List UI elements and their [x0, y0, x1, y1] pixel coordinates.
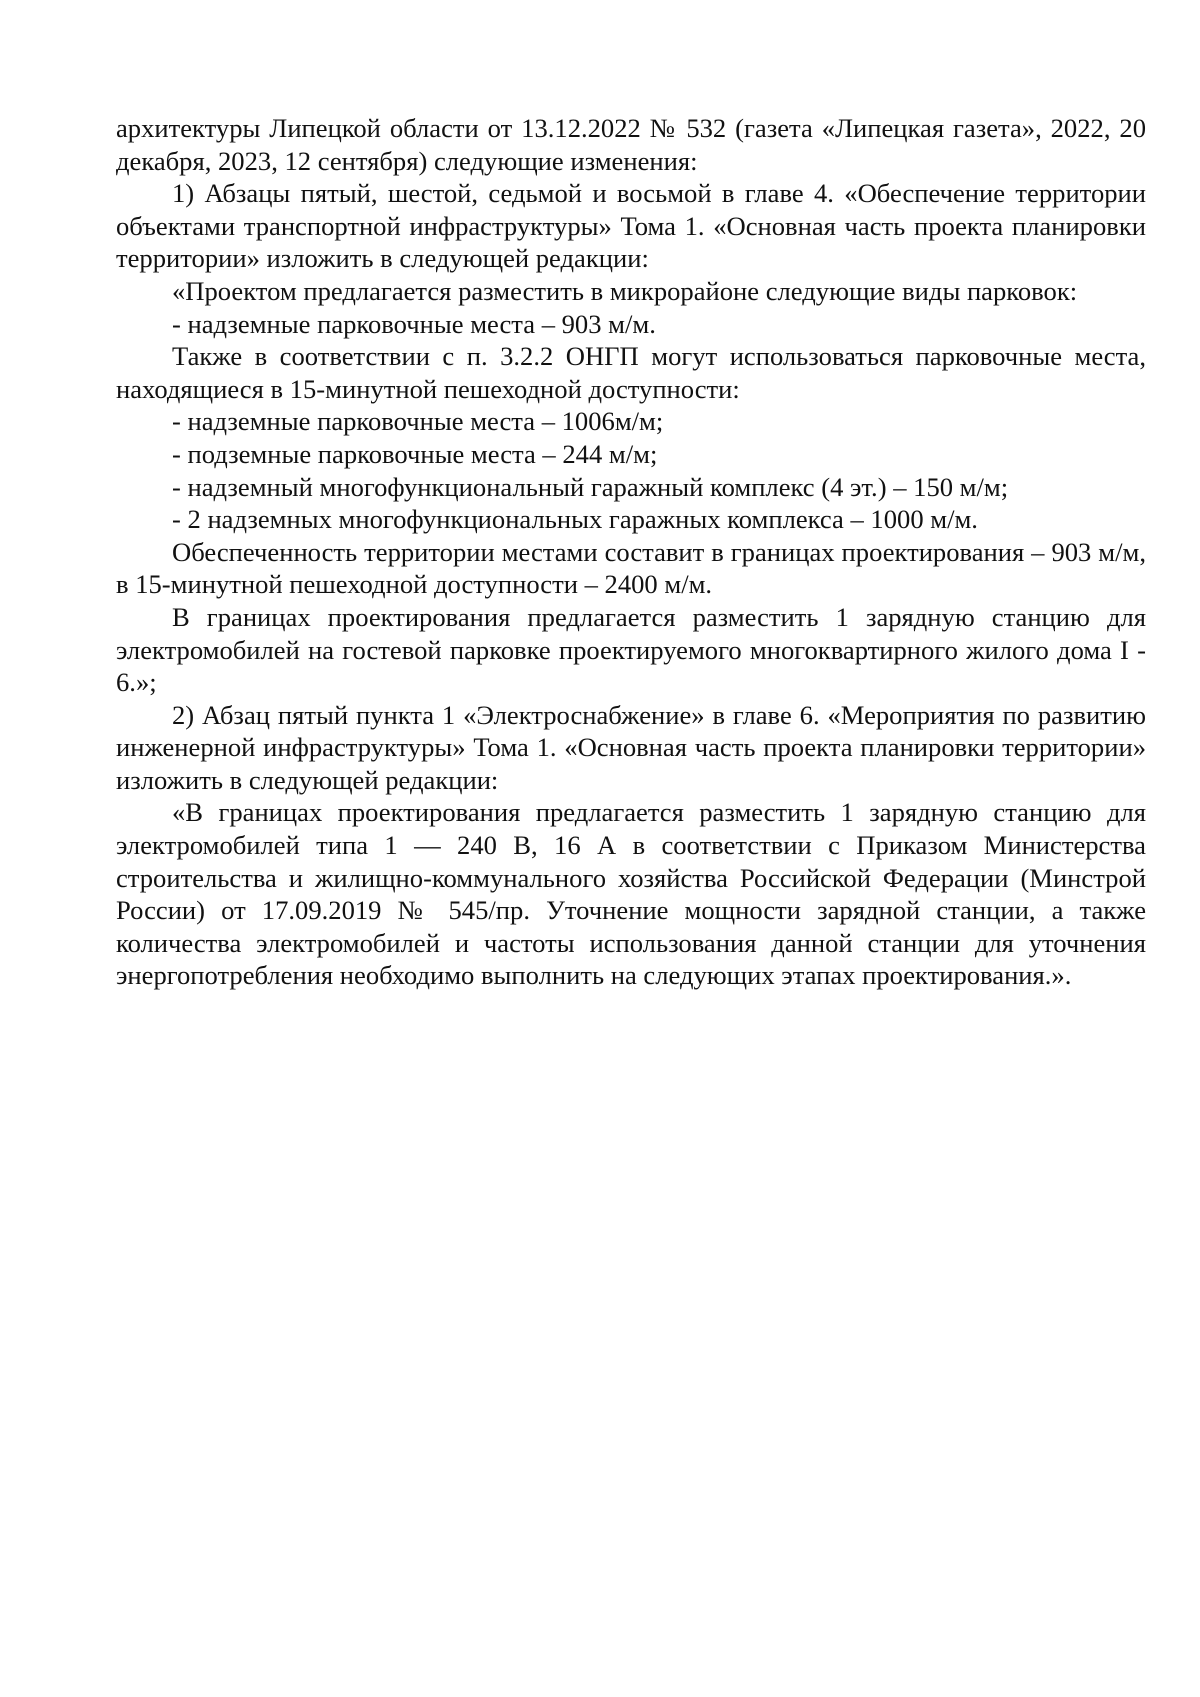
paragraph-item-1: 1) Абзацы пятый, шестой, седьмой и восьмой в главе 4. «Обеспечение территории объектами транспортной инфраструктуры» Тома 1. «Основная часть проекта планировки территории» изложить в следующей редакции: [116, 178, 1146, 274]
list-item: - надземный многофункциональный гаражный комплекс (4 эт.) – 150 м/м; [172, 471, 1009, 502]
list-item: - 2 надземных многофункциональных гаражных комплекса – 1000 м/м. [172, 504, 978, 535]
document-body [116, 112, 1146, 992]
paragraph-ongp: Также в соответствии с п. 3.2.2 ОНГП могут использоваться парковочные места, находящиеся в 15-минутной пешеходной доступности: [116, 341, 1146, 404]
paragraph-provision: Обеспеченность территории местами составит в границах проектирования – 903 м/м, в 15-минутной пешеходной доступности – 2400 м/м. [116, 536, 1146, 600]
paragraph-parking-intro: «Проектом предлагается разместить в микрорайоне следующие виды парковок: [172, 275, 1078, 306]
paragraph-electric-charging: «В границах проектирования предлагается разместить 1 зарядную станцию для электромобилей типа 1 — 240 В, 16 А в соответствии с Приказом Министерства строительства и жилищно-коммунального хозяйства Российской Федерации (Минстрой России) от 17.09.2019 № 545/пр. Уточнение мощности зарядной станции, а также количества электромобилей и частоты использования данной станции для уточнения энергопотребления необходимо выполнить на следующих этапах проектирования.». [116, 797, 1146, 991]
list-item: - подземные парковочные места – 244 м/м; [172, 438, 658, 469]
list-item: - надземные парковочные места – 1006м/м; [172, 406, 664, 437]
paragraph-continuation: архитектуры Липецкой области от 13.12.2022 № 532 (газета «Липецкая газета», 2022, 20 декабря, 2023, 12 сентября) следующие изменения: [116, 113, 1146, 176]
paragraph-charging-station: В границах проектирования предлагается разместить 1 зарядную станцию для электромобилей на гостевой парковке проектируемого многоквартирного жилого дома I - 6.»; [116, 601, 1146, 698]
list-item: - надземные парковочные места – 903 м/м. [172, 308, 656, 339]
paragraph-item-2: 2) Абзац пятый пункта 1 «Электроснабжение» в главе 6. «Мероприятия по развитию инженерной инфраструктуры» Тома 1. «Основная часть проекта планировки территории» изложить в следующей редакции: [116, 699, 1146, 795]
